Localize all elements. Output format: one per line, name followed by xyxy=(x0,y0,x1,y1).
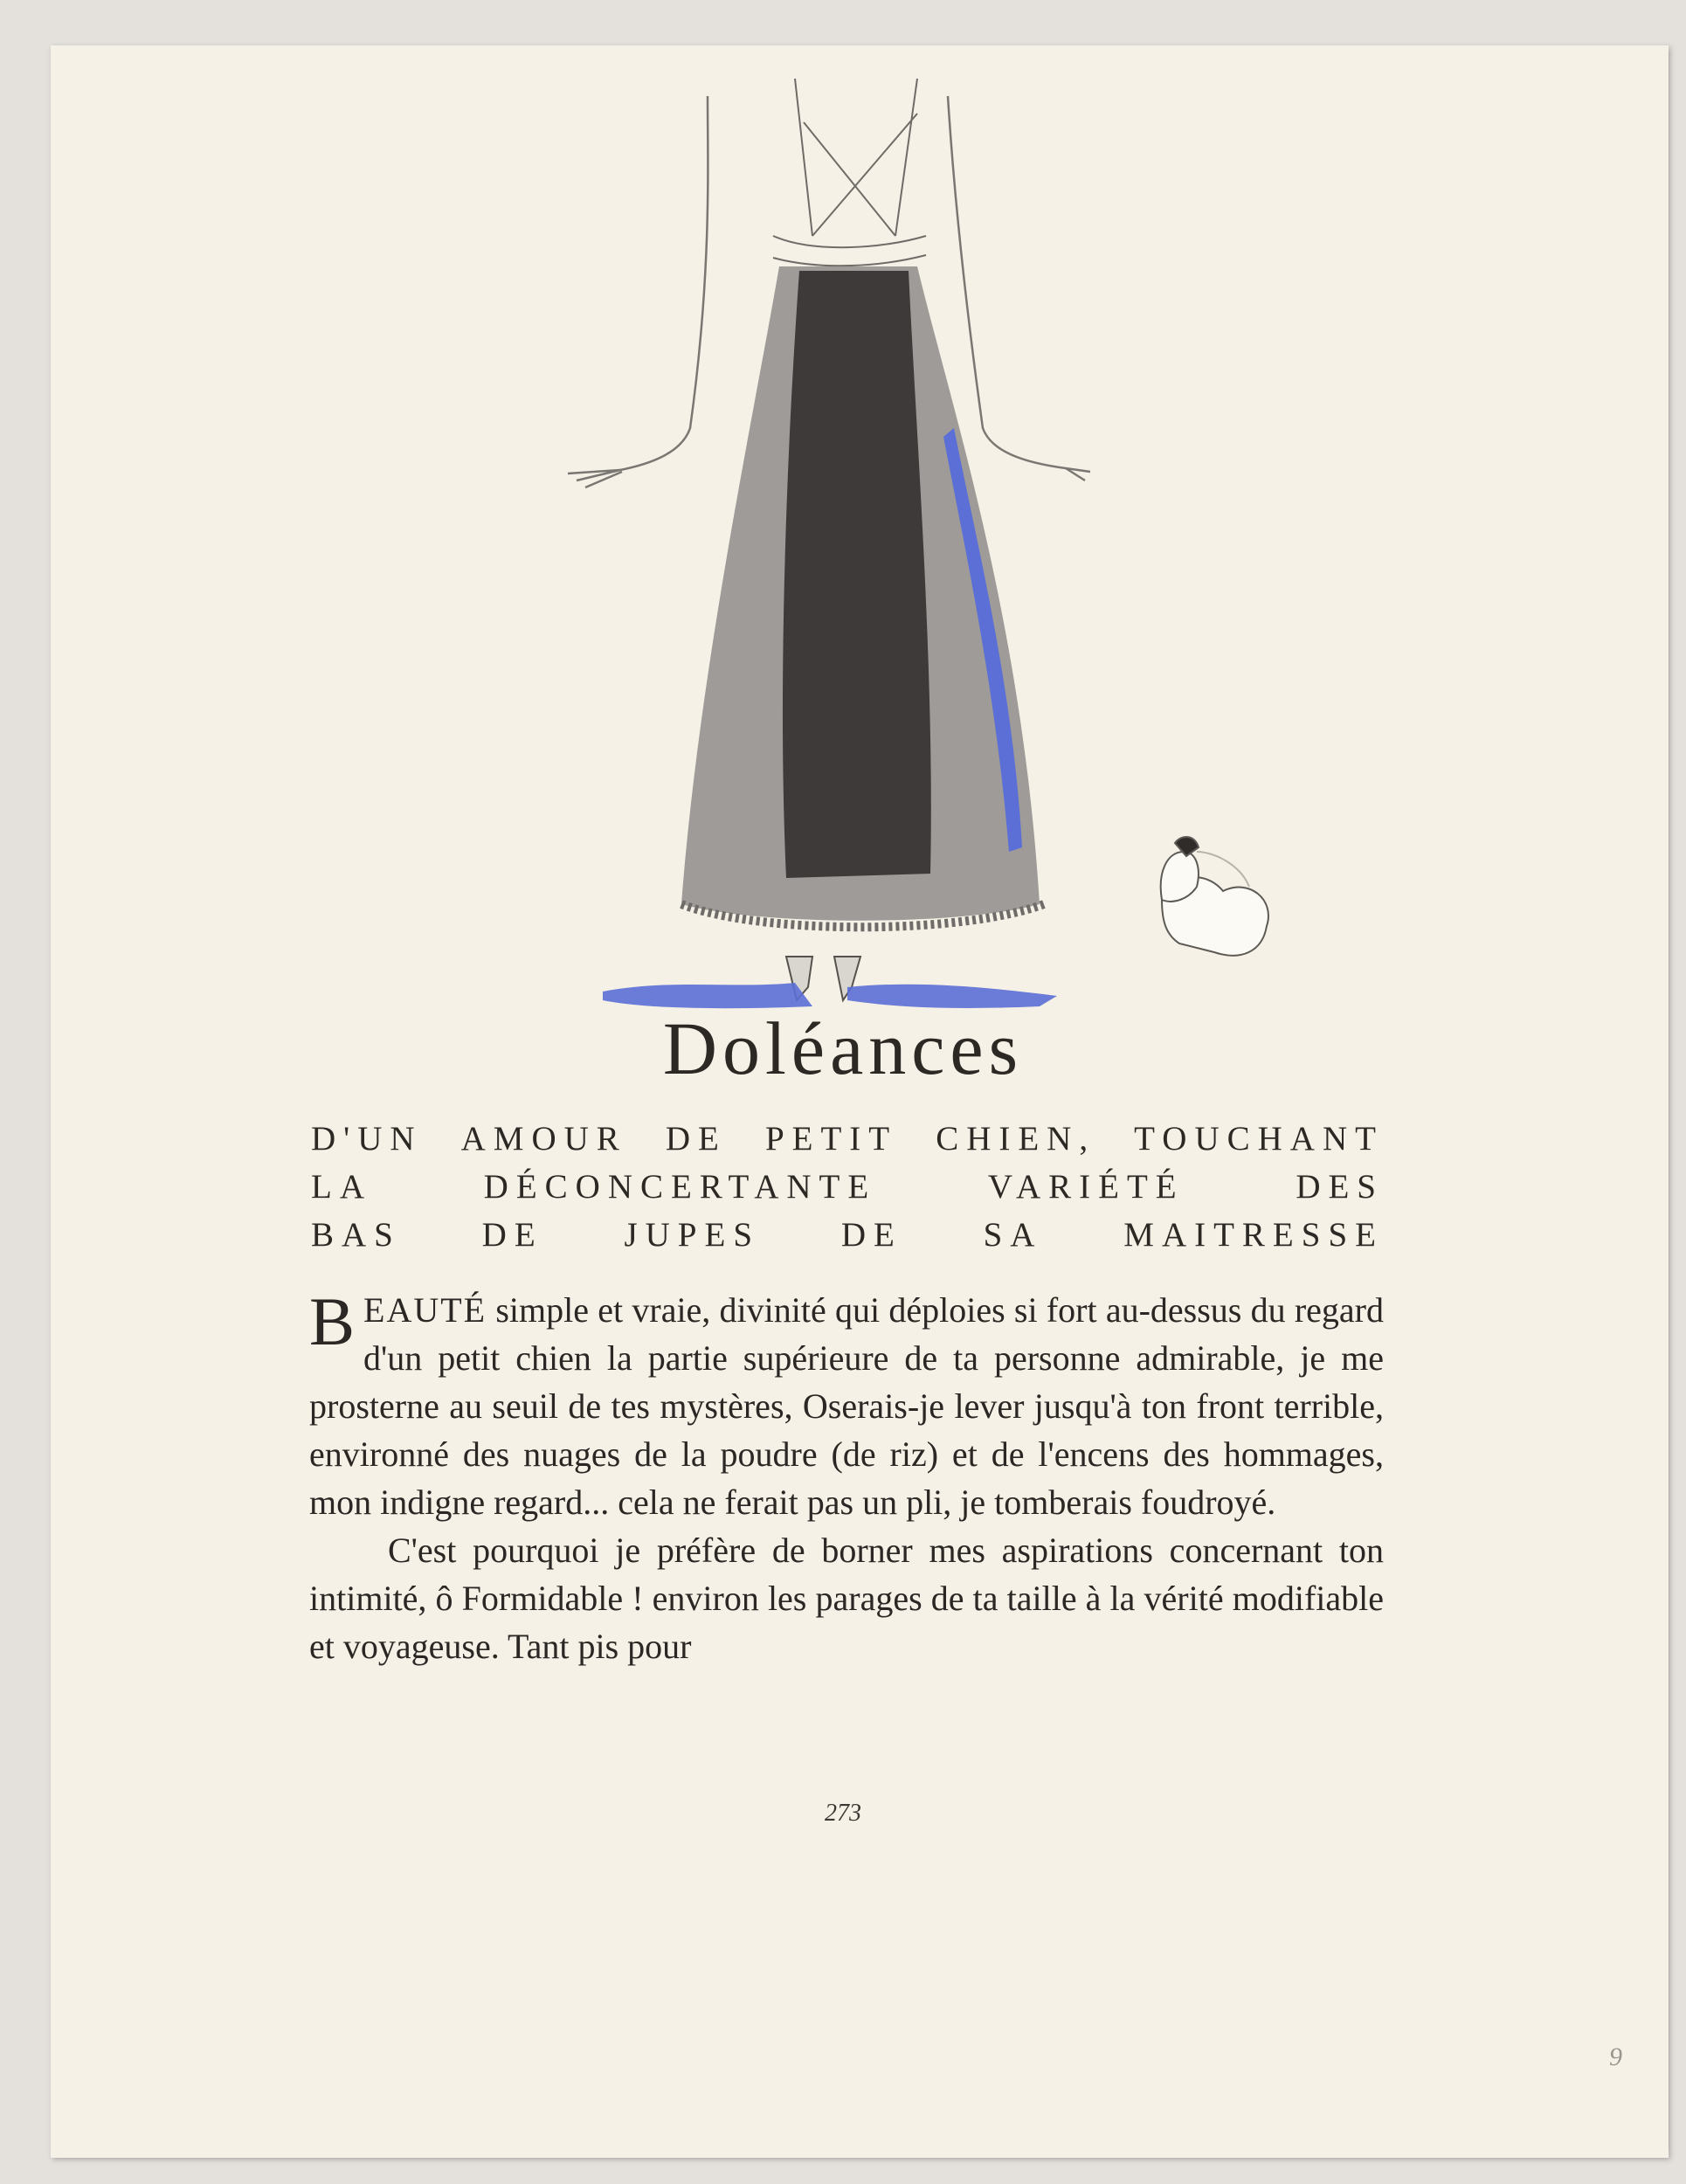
subtitle-word: JUPES xyxy=(624,1216,761,1254)
subtitle-word: DES xyxy=(1296,1168,1384,1206)
subtitle-word: SA xyxy=(983,1216,1043,1254)
drop-cap: B xyxy=(309,1283,356,1359)
subtitle-word: DÉCONCERTANTE xyxy=(483,1168,877,1206)
article-subtitle xyxy=(311,1115,1384,1259)
paragraph-1 xyxy=(309,1283,1384,1526)
paragraph-1-text: simple et vraie, divinité qui déploies si fort au-dessus du regard d'un petit chien la partie supérieure de ta personne admirable, je me prosterne au seuil de tes mystères, Oserais-je lever jusqu'à ton front terrible, environné des nuages de la poudre (de riz) et de l'encens des hommages, mon indigne regard... cela ne ferait pas un pli, je tomberais foudroyé. xyxy=(309,1290,1384,1522)
dark-underskirt xyxy=(783,271,931,878)
subtitle-line-3 xyxy=(311,1211,1384,1259)
page-title: Doléances xyxy=(662,1006,1024,1090)
subtitle-word: VARIÉTÉ xyxy=(987,1168,1185,1206)
subtitle-line-2 xyxy=(311,1163,1384,1211)
page-number: 273 xyxy=(825,1800,861,1827)
paragraph-2: C'est pourquoi je préfère de borner mes aspirations concernant ton intimité, ô Formidable ! environ les parages de ta taille à la vérité modifiable et voyageuse. Tant pis pour xyxy=(309,1531,1384,1666)
subtitle-word: D'UN xyxy=(311,1120,423,1158)
first-word-smallcaps: EAUTÉ xyxy=(363,1290,487,1330)
subtitle-word: MAITRESSE xyxy=(1123,1216,1384,1254)
fashion-illustration xyxy=(550,61,1293,1031)
subtitle-word: PETIT xyxy=(764,1120,898,1158)
subtitle-word: DE xyxy=(481,1216,543,1254)
small-dog-icon xyxy=(1161,837,1268,956)
subtitle-word: BAS xyxy=(311,1216,401,1254)
article-body xyxy=(309,1283,1384,1670)
corner-pencil-mark: 9 xyxy=(1609,2042,1622,2071)
bodice xyxy=(773,79,926,266)
subtitle-word: DE xyxy=(665,1120,727,1158)
subtitle-word: DE xyxy=(840,1216,902,1254)
subtitle-word: TOUCHANT xyxy=(1134,1120,1384,1158)
subtitle-word: LA xyxy=(311,1168,372,1206)
subtitle-word: AMOUR xyxy=(460,1120,627,1158)
subtitle-word: CHIEN, xyxy=(936,1120,1096,1158)
subtitle-line-1 xyxy=(311,1115,1384,1163)
